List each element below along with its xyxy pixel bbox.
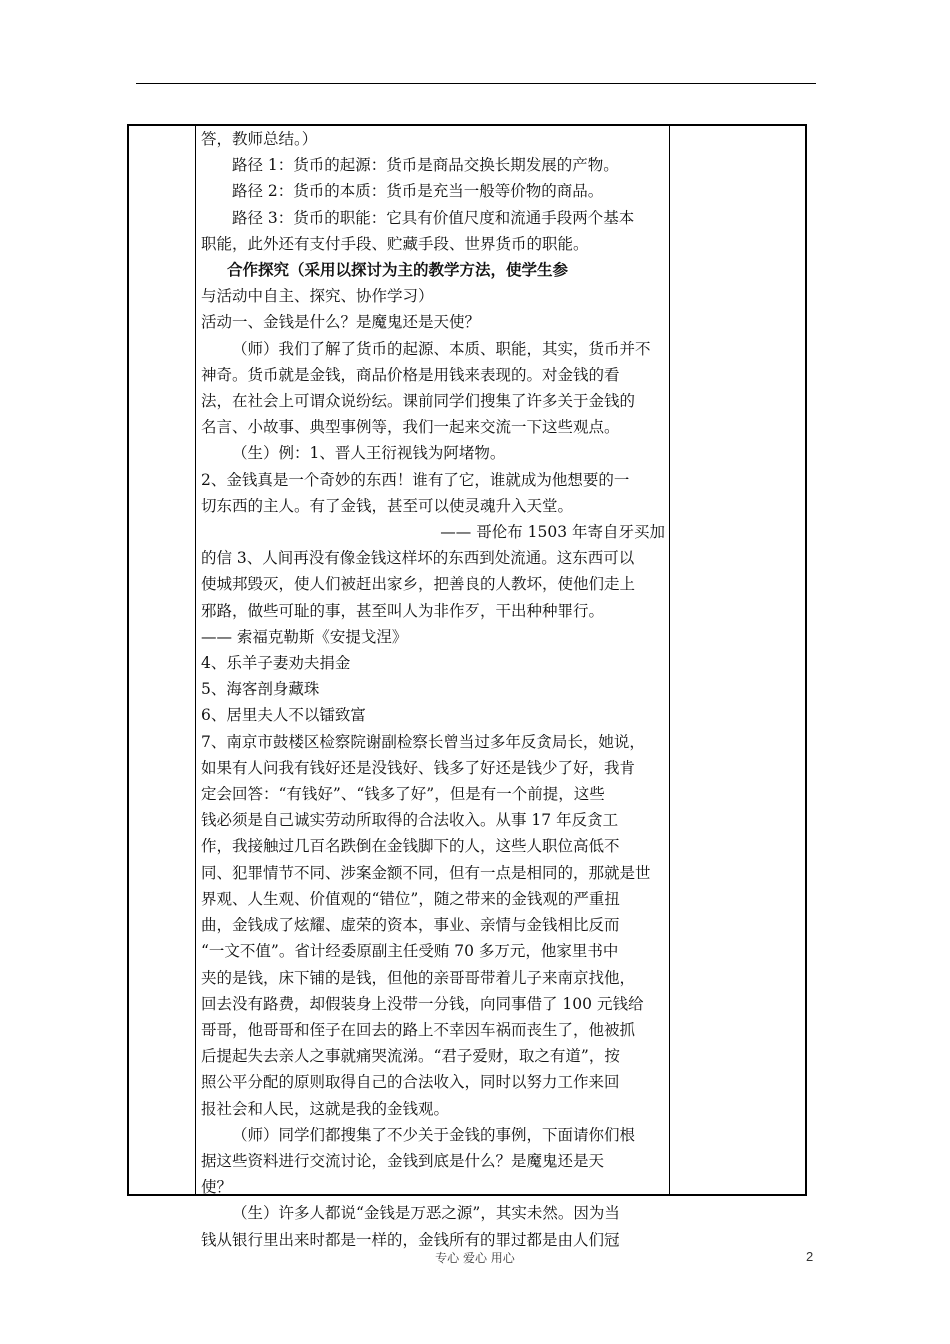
list-item: 4、乐羊子妻劝夫捐金 — [201, 654, 351, 673]
text-line: 同、犯罪情节不同、涉案金额不同，但有一点是相同的，那就是世 — [201, 863, 651, 882]
text-line: 界观、人生观、价值观的“错位”，随之带来的金钱观的严重扭 — [201, 889, 620, 908]
text-line: 名言、小故事、典型事例等，我们一起来交流一下这些观点。 — [201, 418, 620, 437]
text-line: 哥哥，他哥哥和侄子在回去的路上不幸因车祸而丧生了，他被抓 — [201, 1020, 636, 1039]
text-line: （生）许多人都说“金钱是万恶之源”，其实未然。因为当 — [232, 1204, 620, 1223]
text-line: （师）我们了解了货币的起源、本质、职能，其实，货币并不 — [232, 339, 651, 358]
text-line: 钱必须是自己诚实劳动所取得的合法收入。从事 17 年反贪工 — [201, 811, 619, 830]
attribution-line: —— 哥伦布 1503 年寄自牙买加 — [440, 523, 665, 542]
text-line: 定会回答：“有钱好”、“钱多了好”，但是有一个前提，这些 — [201, 785, 605, 804]
lesson-table — [127, 124, 807, 1249]
text-line: 2、金钱真是一个奇妙的东西！谁有了它，谁就成为他想要的一 — [201, 470, 630, 489]
list-item: 6、居里夫人不以镭致富 — [201, 706, 366, 725]
text-line: 路径 3：货币的职能：它具有价值尺度和流通手段两个基本 — [232, 208, 635, 227]
text-line: 如果有人问我有钱好还是没钱好、钱多了好还是钱少了好，我肯 — [201, 758, 636, 777]
activity-heading: 活动一、金钱是什么？是魔鬼还是天使？ — [201, 313, 481, 332]
column-divider-left — [195, 126, 196, 1194]
footer-motto: 专心 爱心 用心 — [435, 1251, 515, 1265]
text-line: 切东西的主人。有了金钱，甚至可以使灵魂升入天堂。 — [201, 496, 574, 515]
text-line: 夹的是钱，床下铺的是钱，但他的亲哥哥带着儿子来南京找他， — [201, 968, 636, 987]
page-number: 2 — [806, 1249, 814, 1264]
text-line: “一文不值”。省计经委原副主任受贿 70 多万元，他家里书中 — [201, 942, 619, 961]
text-line: 路径 2：货币的本质：货币是充当一般等价物的商品。 — [232, 182, 604, 201]
text-line: 的信 3、人间再没有像金钱这样坏的东西到处流通。这东西可以 — [201, 549, 635, 568]
text-line: 曲，金钱成了炫耀、虚荣的资本，事业、亲情与金钱相比反而 — [201, 916, 620, 935]
text-line: 回去没有路费，却假装身上没带一分钱，向同事借了 100 元钱给 — [201, 994, 644, 1013]
header-rule — [136, 83, 816, 84]
text-line: 路径 1：货币的起源：货币是商品交换长期发展的产物。 — [232, 156, 619, 175]
attribution-line: —— 索福克勒斯《安提戈涅》 — [201, 627, 408, 646]
text-line: 钱从银行里出来时都是一样的，金钱所有的罪过都是由人们冠 — [201, 1230, 620, 1249]
text-line: 职能，此外还有支付手段、贮藏手段、世界货币的职能。 — [201, 234, 589, 253]
text-line: 邪路，做些可耻的事，甚至叫人为非作歹，干出种种罪行。 — [201, 601, 605, 620]
column-divider-right — [669, 126, 670, 1194]
text-line: 答，教师总结。） — [201, 130, 318, 148]
text-line: 作，我接触过几百名跌倒在金钱脚下的人，这些人职位高低不 — [201, 837, 620, 856]
text-line: （生）例：1、晋人王衍视钱为阿堵物。 — [232, 444, 506, 463]
text-line: 报社会和人民，这就是我的金钱观。 — [201, 1099, 450, 1118]
list-item: 5、海客剖身藏珠 — [201, 680, 320, 699]
text-line: 使？ — [201, 1178, 233, 1197]
text-line: 与活动中自主、探究、协作学习） — [201, 287, 434, 306]
text-line: 法，在社会上可谓众说纷纭。课前同学们搜集了许多关于金钱的 — [201, 392, 636, 411]
text-line: 据这些资料进行交流讨论，金钱到底是什么？是魔鬼还是天 — [201, 1151, 605, 1170]
list-item: 7、南京市鼓楼区检察院谢副检察长曾当过多年反贪局长，她说， — [201, 732, 645, 751]
text-line: 照公平分配的原则取得自己的合法收入，同时以努力工作来回 — [201, 1073, 620, 1092]
lesson-content — [201, 126, 665, 1253]
section-heading: 合作探究（采用以探讨为主的教学方法，使学生参 — [227, 260, 569, 280]
text-line: 后提起失去亲人之事就痛哭流涕。“君子爱财，取之有道”，按 — [201, 1047, 620, 1066]
text-line: （师）同学们都搜集了不少关于金钱的事例，下面请你们根 — [232, 1125, 636, 1144]
text-line: 神奇。货币就是金钱，商品价格是用钱来表现的。对金钱的看 — [201, 365, 620, 384]
text-line: 使城邦毁灭，使人们被赶出家乡，把善良的人教坏，使他们走上 — [201, 575, 636, 594]
